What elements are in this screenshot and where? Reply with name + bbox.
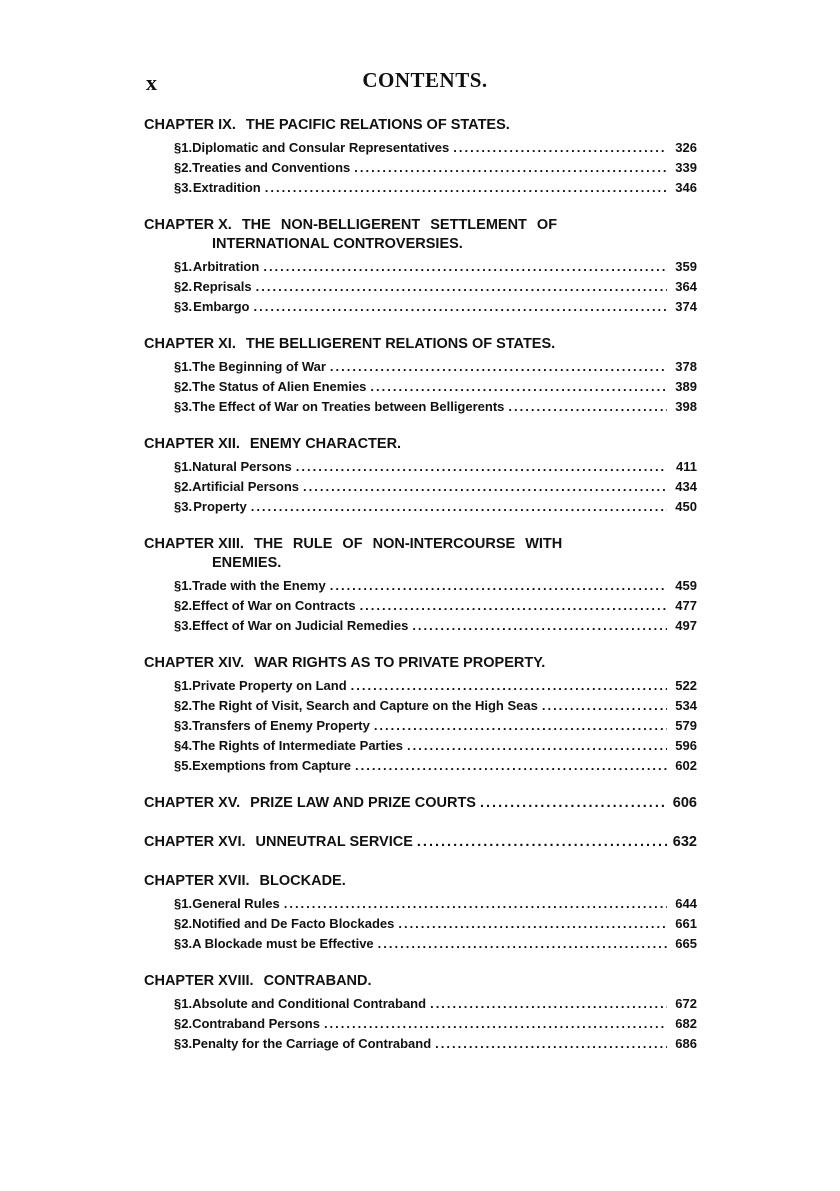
leader-dots	[398, 914, 667, 934]
chapter-heading	[144, 972, 697, 991]
section-symbol: §	[174, 479, 182, 494]
section-title: Effect of War on Contracts	[192, 598, 356, 613]
section-page-number: 522	[675, 678, 697, 693]
section-list	[144, 357, 697, 417]
leader-dots	[296, 457, 667, 477]
section-number: 4.	[181, 738, 193, 753]
section-title: Private Property on Land	[192, 678, 347, 693]
section-number: 1.	[181, 896, 193, 911]
leader-dots	[430, 994, 667, 1014]
chapter-label: CHAPTER X.	[144, 217, 232, 233]
section-page-number: 672	[675, 996, 697, 1011]
chapter-title: THE RULE OF NON-INTERCOURSE WITH	[253, 536, 563, 552]
page-folio: x	[146, 70, 157, 95]
leader-dots	[480, 794, 667, 813]
section-list	[144, 257, 697, 317]
section-page-number: 686	[675, 1036, 697, 1051]
section-title: Penalty for the Carriage of Contraband	[192, 1036, 432, 1051]
leader-dots	[330, 357, 667, 377]
section-symbol: §	[174, 618, 182, 633]
chapter-heading	[144, 116, 697, 135]
section-symbol: §	[174, 459, 182, 474]
section-title: Trade with the Enemy	[192, 578, 326, 593]
section-symbol: §	[174, 936, 182, 951]
section-page-number: 450	[675, 499, 697, 514]
section-number: 1.	[181, 140, 193, 155]
section-entry	[144, 158, 697, 178]
section-symbol: §	[174, 598, 182, 613]
section-entry	[144, 297, 697, 317]
section-symbol: §	[174, 359, 182, 374]
section-entry	[144, 1034, 697, 1054]
section-symbol: §	[174, 896, 182, 911]
section-number: 2.	[181, 916, 193, 931]
section-title: Extradition	[192, 180, 261, 195]
section-number: 1.	[181, 996, 193, 1011]
section-list	[144, 994, 697, 1054]
section-symbol: §	[174, 160, 182, 175]
section-number: 1.	[181, 678, 193, 693]
section-page-number: 665	[675, 936, 697, 951]
section-entry	[144, 696, 697, 716]
section-number: 3.	[181, 180, 193, 195]
section-title: The Status of Alien Enemies	[192, 379, 367, 394]
section-symbol: §	[174, 279, 182, 294]
section-entry	[144, 994, 697, 1014]
section-number: 2.	[181, 379, 193, 394]
section-page-number: 411	[676, 459, 697, 474]
section-page-number: 389	[675, 379, 697, 394]
chapter-title: CONTRABAND.	[263, 973, 372, 989]
leader-dots	[263, 257, 667, 277]
section-number: 3.	[181, 936, 193, 951]
section-list	[144, 138, 697, 198]
section-symbol: §	[174, 180, 182, 195]
leader-dots	[453, 138, 667, 158]
chapter-label: CHAPTER XII.	[144, 436, 240, 452]
chapter-heading	[144, 435, 697, 454]
section-page-number: 682	[675, 1016, 697, 1031]
section-entry	[144, 357, 697, 377]
section-page-number: 434	[675, 479, 697, 494]
section-page-number: 378	[675, 359, 697, 374]
section-page-number: 602	[675, 758, 697, 773]
chapter-entry	[144, 654, 697, 776]
section-number: 2.	[181, 160, 193, 175]
leader-dots	[435, 1034, 667, 1054]
section-symbol: §	[174, 738, 182, 753]
leader-dots	[412, 616, 667, 636]
section-page-number: 644	[675, 896, 697, 911]
chapter-page-number: 632	[672, 834, 697, 850]
section-entry	[144, 756, 697, 776]
chapter-title: BLOCKADE.	[259, 873, 346, 889]
chapter-entry	[144, 435, 697, 517]
section-number: 1.	[181, 259, 193, 274]
section-number: 2.	[181, 598, 193, 613]
section-number: 5.	[181, 758, 193, 773]
chapter-heading	[144, 216, 697, 235]
chapter-heading	[144, 833, 697, 852]
section-page-number: 534	[675, 698, 697, 713]
chapter-heading	[144, 335, 697, 354]
section-entry	[144, 736, 697, 756]
leader-dots	[324, 1014, 667, 1034]
chapter-title: THE NON-BELLIGERENT SETTLEMENT OF	[241, 217, 558, 233]
chapter-label: CHAPTER XIII.	[144, 536, 244, 552]
leader-dots	[378, 934, 667, 954]
section-page-number: 477	[675, 598, 697, 613]
chapter-label: CHAPTER XV.	[144, 795, 241, 811]
section-page-number: 364	[675, 279, 697, 294]
section-title: Artificial Persons	[192, 479, 300, 494]
section-number: 1.	[181, 359, 193, 374]
section-title: Property	[193, 499, 247, 514]
section-list	[144, 457, 697, 517]
section-title: A Blockade must be Effective	[192, 936, 374, 951]
section-symbol: §	[174, 399, 182, 414]
section-symbol: §	[174, 758, 182, 773]
leader-dots	[284, 894, 667, 914]
section-number: 1.	[181, 578, 193, 593]
section-entry	[144, 934, 697, 954]
section-symbol: §	[174, 996, 182, 1011]
section-title: Reprisals	[193, 279, 252, 294]
chapter-label: CHAPTER XVII.	[144, 873, 250, 889]
section-number: 3.	[181, 499, 193, 514]
leader-dots	[265, 178, 667, 198]
section-number: 3.	[181, 299, 193, 314]
section-title: The Right of Visit, Search and Capture on the High Seas	[192, 698, 538, 713]
section-number: 2.	[181, 279, 193, 294]
section-symbol: §	[174, 259, 182, 274]
section-title: Absolute and Conditional Contraband	[192, 996, 427, 1011]
section-title: Arbitration	[192, 259, 260, 274]
section-symbol: §	[174, 379, 182, 394]
section-symbol: §	[174, 140, 182, 155]
section-entry	[144, 497, 697, 517]
leader-dots	[360, 596, 667, 616]
section-page-number: 579	[675, 718, 697, 733]
section-page-number: 459	[675, 578, 697, 593]
leader-dots	[374, 716, 667, 736]
section-list	[144, 676, 697, 776]
section-page-number: 398	[675, 399, 697, 414]
chapter-entry	[144, 972, 697, 1054]
section-title: Exemptions from Capture	[192, 758, 351, 773]
table-of-contents	[144, 116, 697, 1072]
section-number: 1.	[181, 459, 193, 474]
section-symbol: §	[174, 698, 182, 713]
chapter-title: WAR RIGHTS AS TO PRIVATE PROPERTY.	[254, 655, 546, 671]
section-entry	[144, 616, 697, 636]
chapter-title-continued: ENEMIES.	[212, 555, 282, 571]
section-list	[144, 576, 697, 636]
section-symbol: §	[174, 916, 182, 931]
section-symbol: §	[174, 678, 182, 693]
section-title: Transfers of Enemy Property	[192, 718, 370, 733]
leader-dots	[251, 497, 667, 517]
section-symbol: §	[174, 1036, 182, 1051]
section-entry	[144, 676, 697, 696]
chapter-entry	[144, 335, 697, 417]
chapter-title-continued: INTERNATIONAL CONTROVERSIES.	[212, 236, 463, 252]
section-entry	[144, 914, 697, 934]
section-page-number: 374	[675, 299, 697, 314]
section-title: Embargo	[193, 299, 250, 314]
chapter-label: CHAPTER XI.	[144, 336, 236, 352]
leader-dots	[508, 397, 667, 417]
section-title: Contraband Persons	[192, 1016, 320, 1031]
section-page-number: 346	[675, 180, 697, 195]
section-number: 3.	[181, 718, 193, 733]
section-symbol: §	[174, 718, 182, 733]
chapter-entry	[144, 872, 697, 954]
section-entry	[144, 576, 697, 596]
section-title: The Effect of War on Treaties between Belligerents	[192, 399, 505, 414]
leader-dots	[407, 736, 667, 756]
section-symbol: §	[174, 299, 182, 314]
chapter-entry	[144, 116, 697, 198]
chapter-label: CHAPTER IX.	[144, 117, 236, 133]
chapter-entry	[144, 216, 697, 317]
chapter-entry	[144, 794, 697, 813]
leader-dots	[354, 158, 667, 178]
leader-dots	[351, 676, 667, 696]
chapter-heading	[144, 794, 697, 813]
section-entry	[144, 257, 697, 277]
section-number: 2.	[181, 1016, 193, 1031]
chapter-label: CHAPTER XIV.	[144, 655, 245, 671]
section-entry	[144, 1014, 697, 1034]
leader-dots	[330, 576, 667, 596]
chapter-title: THE BELLIGERENT RELATIONS OF STATES.	[245, 336, 556, 352]
leader-dots	[417, 833, 667, 852]
section-entry	[144, 178, 697, 198]
section-list	[144, 894, 697, 954]
section-title: Natural Persons	[192, 459, 292, 474]
chapter-entry	[144, 535, 697, 636]
section-page-number: 339	[675, 160, 697, 175]
section-entry	[144, 138, 697, 158]
section-number: 3.	[181, 399, 193, 414]
section-entry	[144, 277, 697, 297]
section-entry	[144, 596, 697, 616]
section-number: 3.	[181, 618, 193, 633]
section-entry	[144, 894, 697, 914]
section-number: 2.	[181, 479, 193, 494]
chapter-label: CHAPTER XVIII.	[144, 973, 254, 989]
section-title: Effect of War on Judicial Remedies	[192, 618, 409, 633]
section-title: Diplomatic and Consular Representatives	[192, 140, 450, 155]
section-title: The Beginning of War	[192, 359, 326, 374]
section-title: Treaties and Conventions	[192, 160, 351, 175]
section-symbol: §	[174, 578, 182, 593]
section-symbol: §	[174, 1016, 182, 1031]
chapter-title: PRIZE LAW AND PRIZE COURTS	[250, 795, 476, 811]
chapter-heading	[144, 535, 697, 554]
section-entry	[144, 716, 697, 736]
chapter-page-number: 606	[672, 795, 697, 811]
section-page-number: 326	[675, 140, 697, 155]
section-page-number: 497	[675, 618, 697, 633]
section-entry	[144, 397, 697, 417]
section-title: General Rules	[192, 896, 280, 911]
chapter-title: UNNEUTRAL SERVICE	[255, 834, 413, 850]
section-page-number: 661	[675, 916, 697, 931]
section-title: The Rights of Intermediate Parties	[192, 738, 404, 753]
section-page-number: 359	[675, 259, 697, 274]
chapter-title: ENEMY CHARACTER.	[249, 436, 402, 452]
section-entry	[144, 457, 697, 477]
chapter-entry	[144, 833, 697, 852]
chapter-title: THE PACIFIC RELATIONS OF STATES.	[245, 117, 510, 133]
section-number: 3.	[181, 1036, 193, 1051]
section-symbol: §	[174, 499, 182, 514]
chapter-label: CHAPTER XVI.	[144, 834, 246, 850]
section-entry	[144, 377, 697, 397]
leader-dots	[370, 377, 667, 397]
chapter-heading	[144, 872, 697, 891]
chapter-heading	[144, 654, 697, 673]
section-number: 2.	[181, 698, 193, 713]
leader-dots	[256, 277, 667, 297]
leader-dots	[542, 696, 667, 716]
leader-dots	[254, 297, 668, 317]
section-page-number: 596	[675, 738, 697, 753]
running-head: CONTENTS.	[362, 68, 488, 92]
section-title: Notified and De Facto Blockades	[192, 916, 395, 931]
leader-dots	[355, 756, 667, 776]
section-entry	[144, 477, 697, 497]
leader-dots	[303, 477, 667, 497]
